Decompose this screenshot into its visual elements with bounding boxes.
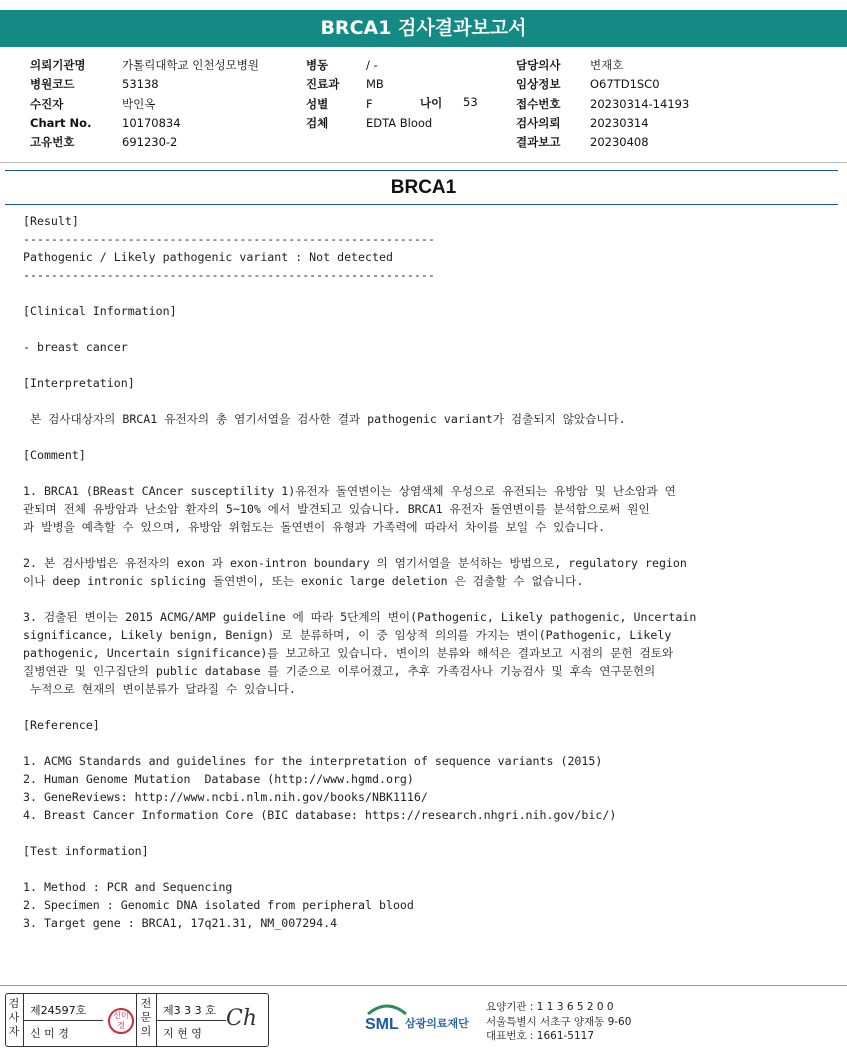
contact-info — [486, 1000, 631, 1044]
patient-info-column-3 — [516, 56, 689, 152]
logo-text: SML — [365, 1016, 399, 1033]
reference-item: 3. GeneReviews: http://www.ncbi.nlm.nih.gov/books/NBK1116/ — [23, 790, 428, 804]
footer-divider — [0, 985, 847, 986]
title-rule-top — [5, 170, 838, 171]
report-title-bar: BRCA1 검사결과보고서 — [0, 10, 847, 47]
doctor-signature: Ch — [226, 1006, 258, 1031]
doctor-license-no: 제3 3 3 호 — [163, 1004, 216, 1017]
age-label: 나이 — [420, 96, 443, 110]
info-row-specimen: 검체 EDTA Blood — [306, 115, 433, 130]
examiner-seal-icon: 신미경 — [108, 1008, 134, 1034]
document-title: BRCA1 — [390, 177, 457, 198]
clinical-item: - breast cancer — [23, 340, 128, 354]
interpretation-heading: [Interpretation] — [23, 376, 135, 390]
clinical-heading: [Clinical Information] — [23, 304, 177, 318]
info-row-hospital-code: 병원코드 53138 — [30, 77, 159, 92]
info-row-institution: 의뢰기관명 가톨릭대학교 인천성모병원 — [30, 58, 259, 72]
report-body — [23, 212, 823, 932]
info-row-department: 진료과 MB — [306, 77, 384, 92]
reference-item: 2. Human Genome Mutation Database (http://www.hgmd.org) — [23, 772, 414, 786]
info-row-chart-no: Chart No. 10170834 — [30, 115, 181, 130]
result-heading: [Result] — [23, 214, 79, 228]
info-row-patient-name: 수진자 박인옥 — [30, 96, 156, 111]
reference-item: 4. Breast Cancer Information Core (BIC database: https://research.nhgri.nih.gov/bic/) — [23, 808, 617, 822]
doctor-name: 지 현 영 — [163, 1027, 202, 1040]
info-row-sex: 성별 F — [306, 96, 373, 111]
comment-item-2: 2. 본 검사방법은 유전자의 exon 과 exon-intron boundary 의 염기서열을 분석하는 방법으로, regulatory region 이나 deep intronic splicing 돌연변이, 또는 exonic large deletion 은 검출할 수 없습니다. — [23, 556, 687, 588]
info-row-receipt-no: 접수번호 20230314-14193 — [516, 96, 690, 111]
title-rule-bottom — [5, 204, 838, 205]
test-info-item: 1. Method : PCR and Sequencing — [23, 880, 233, 894]
result-rule-top: ----------------------------------------------------------- — [23, 232, 435, 246]
info-row-ward: 병동 / - — [306, 58, 378, 72]
test-info-heading: [Test information] — [23, 844, 149, 858]
header-divider — [0, 162, 847, 163]
address: 서울특별시 서초구 양재동 9-60 — [486, 1015, 632, 1028]
organization-name: 삼광의료재단 — [405, 1017, 469, 1030]
patient-info-column-1 — [30, 56, 259, 152]
result-rule-bottom: ----------------------------------------------------------- — [23, 268, 435, 282]
signature-box — [5, 993, 269, 1047]
examiner-name: 신 미 경 — [30, 1027, 69, 1040]
examiner-license-no: 제24597호 — [30, 1004, 87, 1017]
info-row-unique-id: 고유번호 691230-2 — [30, 135, 178, 150]
reference-heading: [Reference] — [23, 718, 100, 732]
examiner-label: 검사자 — [8, 997, 20, 1038]
reference-item: 1. ACMG Standards and guidelines for the interpretation of sequence variants (2015) — [23, 754, 603, 768]
comment-item-1: 1. BRCA1 (BReast CAncer susceptility 1)유전자 돌연변이는 상염색체 우성으로 유전되는 유방암 및 난소암과 연 관되며 전체 유방암과 난소암 환자의 5~10% 에서 발견되고 있습니다. BRCA1 유전자 돌연변이를 분석함으로써 원인 과 발병을 예측할 수 있으며, 유방암 위험도는 돌연변이 유형과 가족력에 따라서 차이를 보일 수 있습니다. — [23, 484, 676, 534]
comment-item-3: 3. 검출된 변이는 2015 ACMG/AMP guideline 에 따라 5단계의 변이(Pathogenic, Likely pathogenic, Uncertain significance, Likely benign, Benign) 로 분류하며, 이 중 임상적 의의를 가지는 변이(Pathogenic, Likely pathogenic, Uncertain significance)를 보고하고 있습니다. 변이의 분류와 해석은 결과보고 시점의 문헌 검토와 질병연관 및 인구집단의 public database 를 기준으로 이루어졌고, 추후 가족검사나 기능검사 및 후속 연구문헌의 누적으로 현재의 변이분류가 달라질 수 있습니다. — [23, 610, 697, 696]
info-row-clinical-info: 임상정보 O67TD1SC0 — [516, 77, 660, 92]
patient-info-column-2 — [306, 56, 432, 133]
info-row-request-date: 검사의뢰 20230314 — [516, 115, 649, 130]
institution-code: 요양기관 : 1 1 3 6 5 2 0 0 — [486, 1001, 614, 1013]
interpretation-text: 본 검사대상자의 BRCA1 유전자의 총 염기서열을 검사한 결과 pathogenic variant가 검출되지 않았습니다. — [23, 412, 626, 426]
comment-heading: [Comment] — [23, 448, 86, 462]
sml-logo-icon — [364, 1000, 410, 1034]
test-info-item: 3. Target gene : BRCA1, 17q21.31, NM_007294.4 — [23, 916, 338, 930]
phone-number: 대표번호 : 1661-5117 — [486, 1030, 595, 1042]
result-text: Pathogenic / Likely pathogenic variant : Not detected — [23, 250, 393, 264]
age-value: 53 — [463, 95, 478, 109]
doctor-label: 전문의 — [140, 997, 152, 1038]
test-info-item: 2. Specimen : Genomic DNA isolated from peripheral blood — [23, 898, 414, 912]
info-row-report-date: 결과보고 20230408 — [516, 135, 649, 150]
info-row-physician: 담당의사 변재호 — [516, 58, 624, 72]
